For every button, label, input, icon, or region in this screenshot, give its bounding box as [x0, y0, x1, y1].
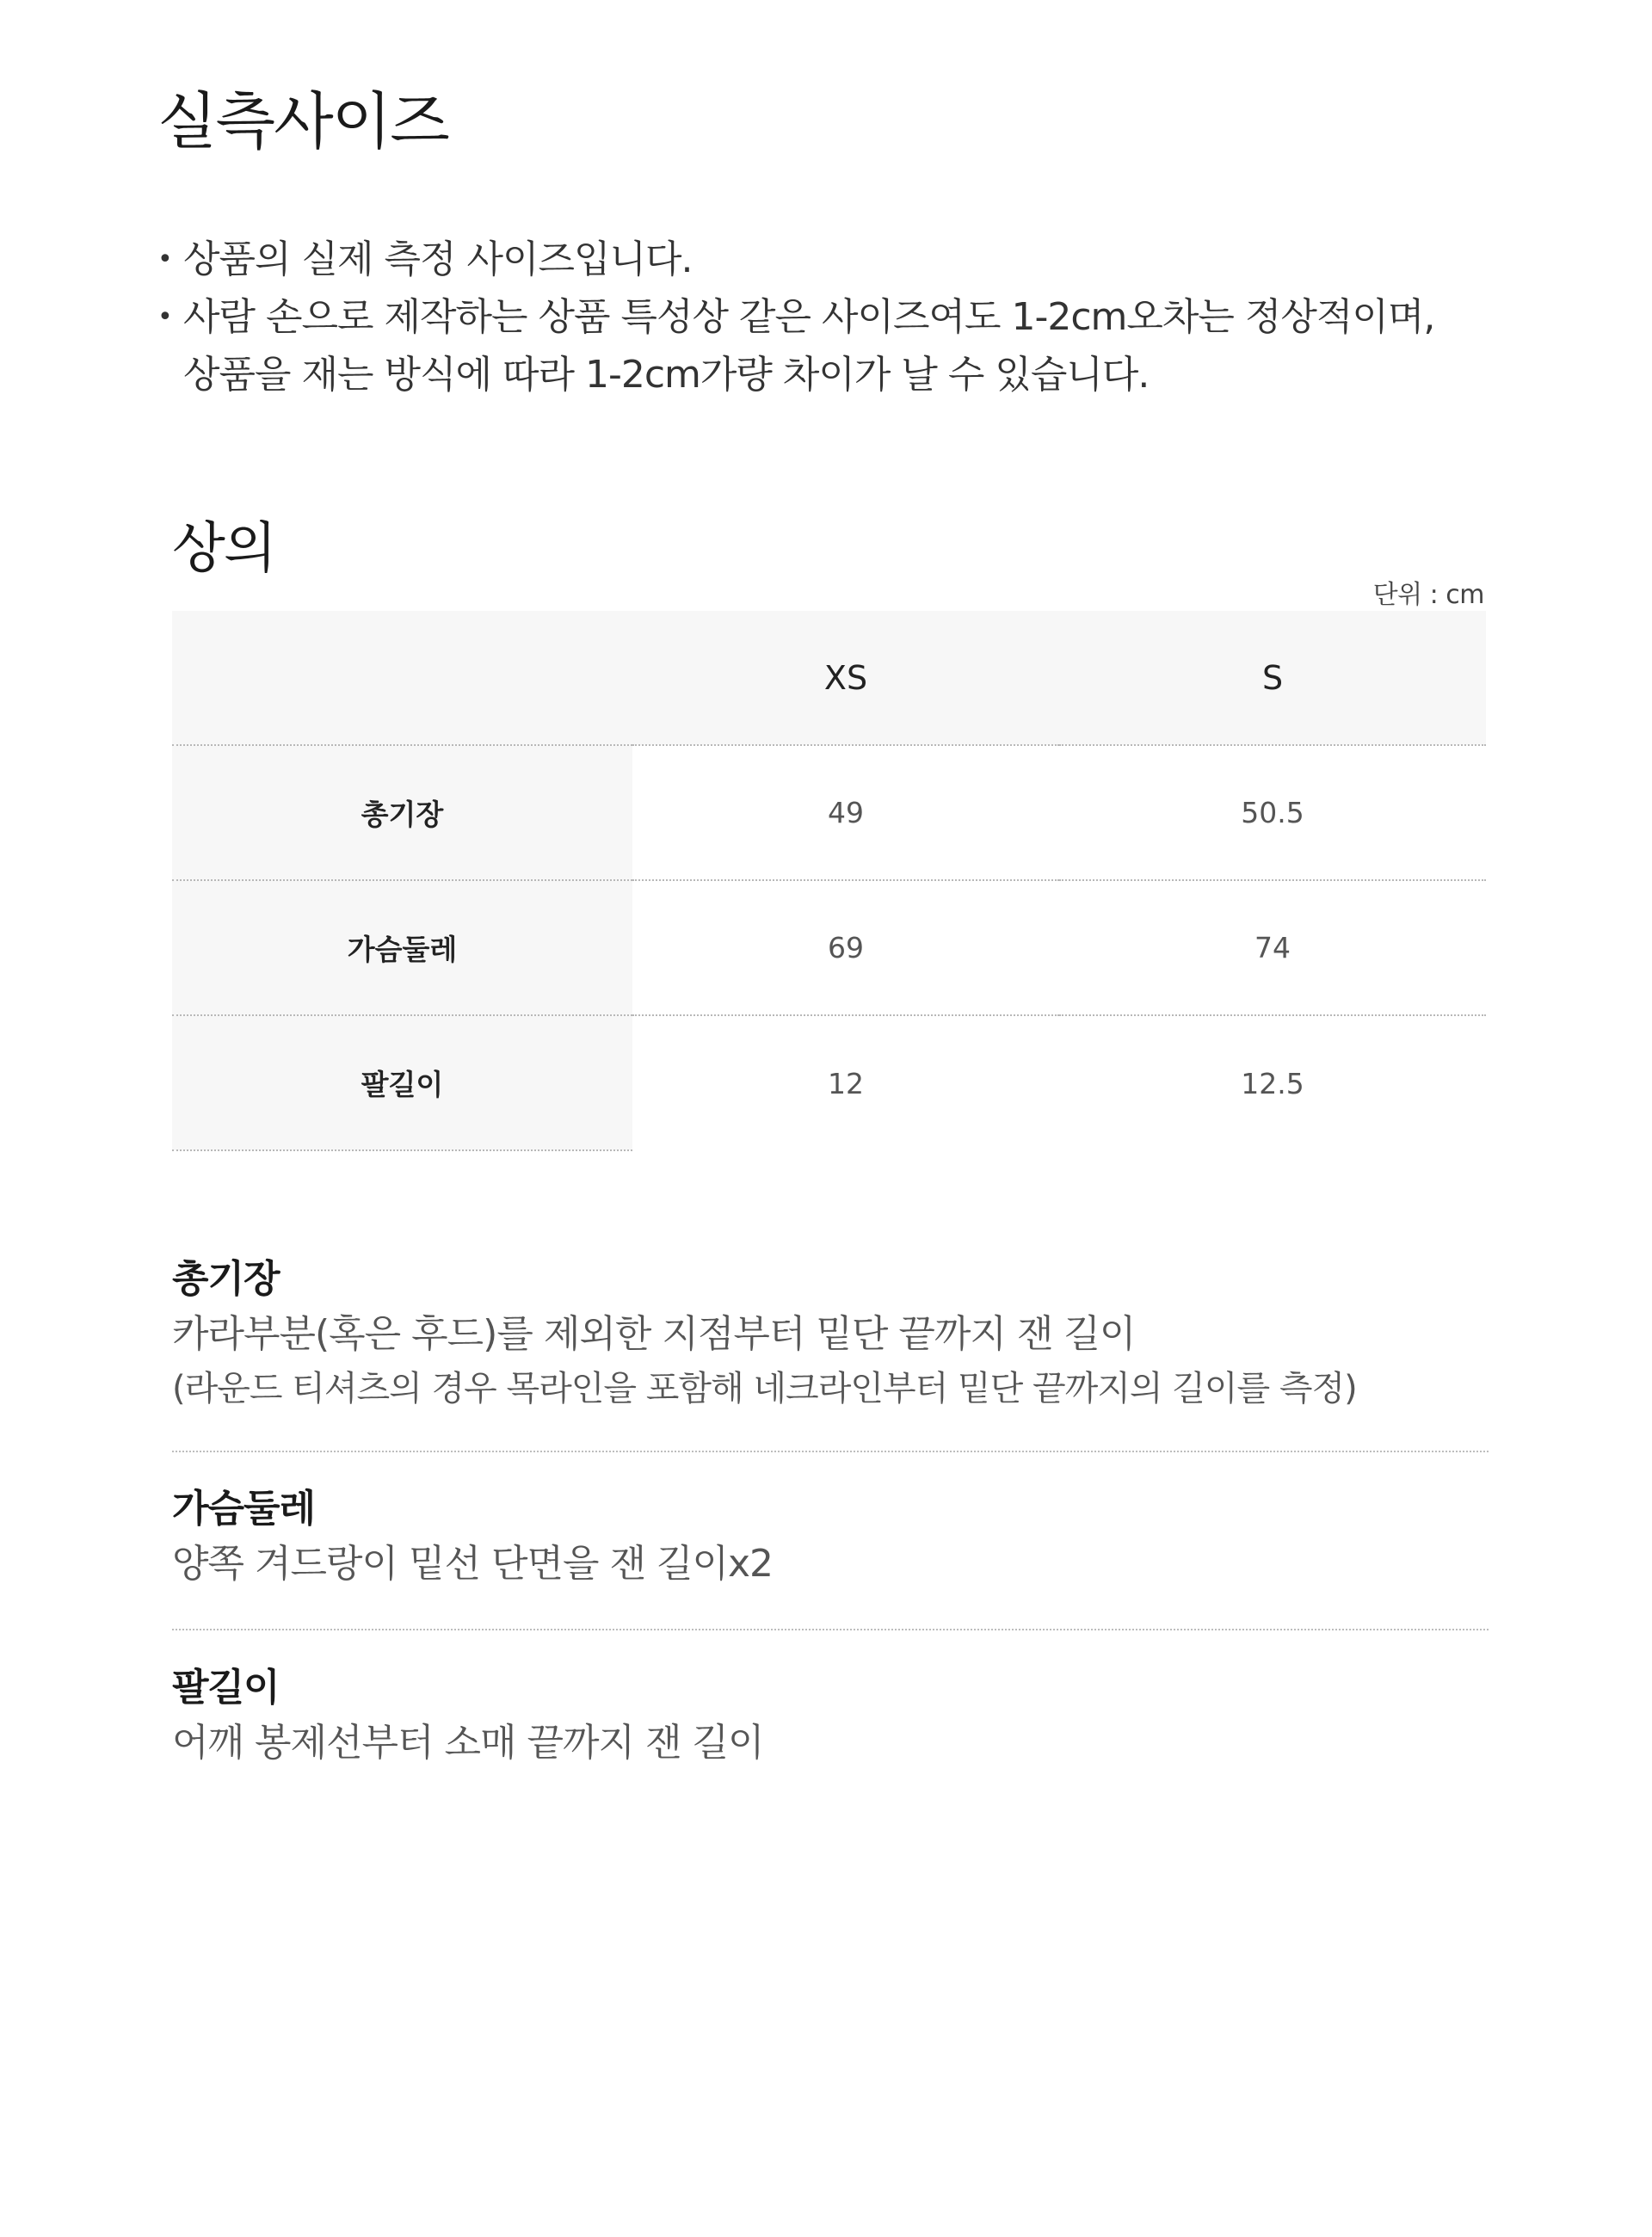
page-title: 실측사이즈 — [157, 85, 448, 157]
row-label: 팔길이 — [172, 1015, 632, 1150]
table-row — [172, 745, 1486, 880]
divider — [172, 1629, 1489, 1630]
cell-value: 69 — [632, 880, 1059, 1015]
divider — [172, 1451, 1489, 1452]
section-title: 상의 — [172, 517, 275, 581]
definition-subtext: (라운드 티셔츠의 경우 목라인을 포함해 네크라인부터 밑단 끝까지의 길이를 측정) — [172, 1369, 1357, 1408]
note-text: 상품의 실제 측정 사이즈입니다. — [183, 237, 693, 281]
note-item — [157, 288, 1500, 404]
unit-label: 단위 : cm — [1372, 580, 1484, 610]
header-size-xs: XS — [632, 611, 1059, 745]
note-item — [157, 231, 1500, 288]
size-table — [172, 611, 1486, 1151]
notes-list — [157, 231, 1500, 404]
definition-sleeve — [172, 1661, 1489, 1771]
table-row — [172, 880, 1486, 1015]
cell-value: 74 — [1059, 880, 1486, 1015]
definition-text: 어깨 봉제선부터 소매 끝까지 잰 길이 — [172, 1721, 764, 1765]
definition-total-length — [172, 1252, 1489, 1415]
row-label: 가슴둘레 — [172, 880, 632, 1015]
definition-title: 팔길이 — [172, 1666, 280, 1710]
definition-text: 양쪽 겨드랑이 밑선 단면을 잰 길이x2 — [172, 1542, 774, 1586]
definition-title: 총기장 — [172, 1257, 280, 1301]
definition-text: 카라부분(혹은 후드)를 제외한 지점부터 밑단 끝까지 잰 길이 — [172, 1312, 1136, 1356]
note-text: 사람 손으로 제작하는 상품 특성상 같은 사이즈여도 1-2cm오차는 정상적이며, — [183, 295, 1435, 339]
header-size-s: S — [1059, 611, 1486, 745]
table-row — [172, 1015, 1486, 1150]
note-text-continued: 상품을 재는 방식에 따라 1-2cm가량 차이가 날 수 있습니다. — [183, 353, 1150, 397]
cell-value: 12 — [632, 1015, 1059, 1150]
cell-value: 50.5 — [1059, 745, 1486, 880]
cell-value: 12.5 — [1059, 1015, 1486, 1150]
header-empty-cell — [172, 611, 632, 745]
table-header-row — [172, 611, 1486, 745]
cell-value: 49 — [632, 745, 1059, 880]
definition-chest — [172, 1482, 1489, 1592]
row-label: 총기장 — [172, 745, 632, 880]
definition-title: 가슴둘레 — [172, 1487, 316, 1531]
